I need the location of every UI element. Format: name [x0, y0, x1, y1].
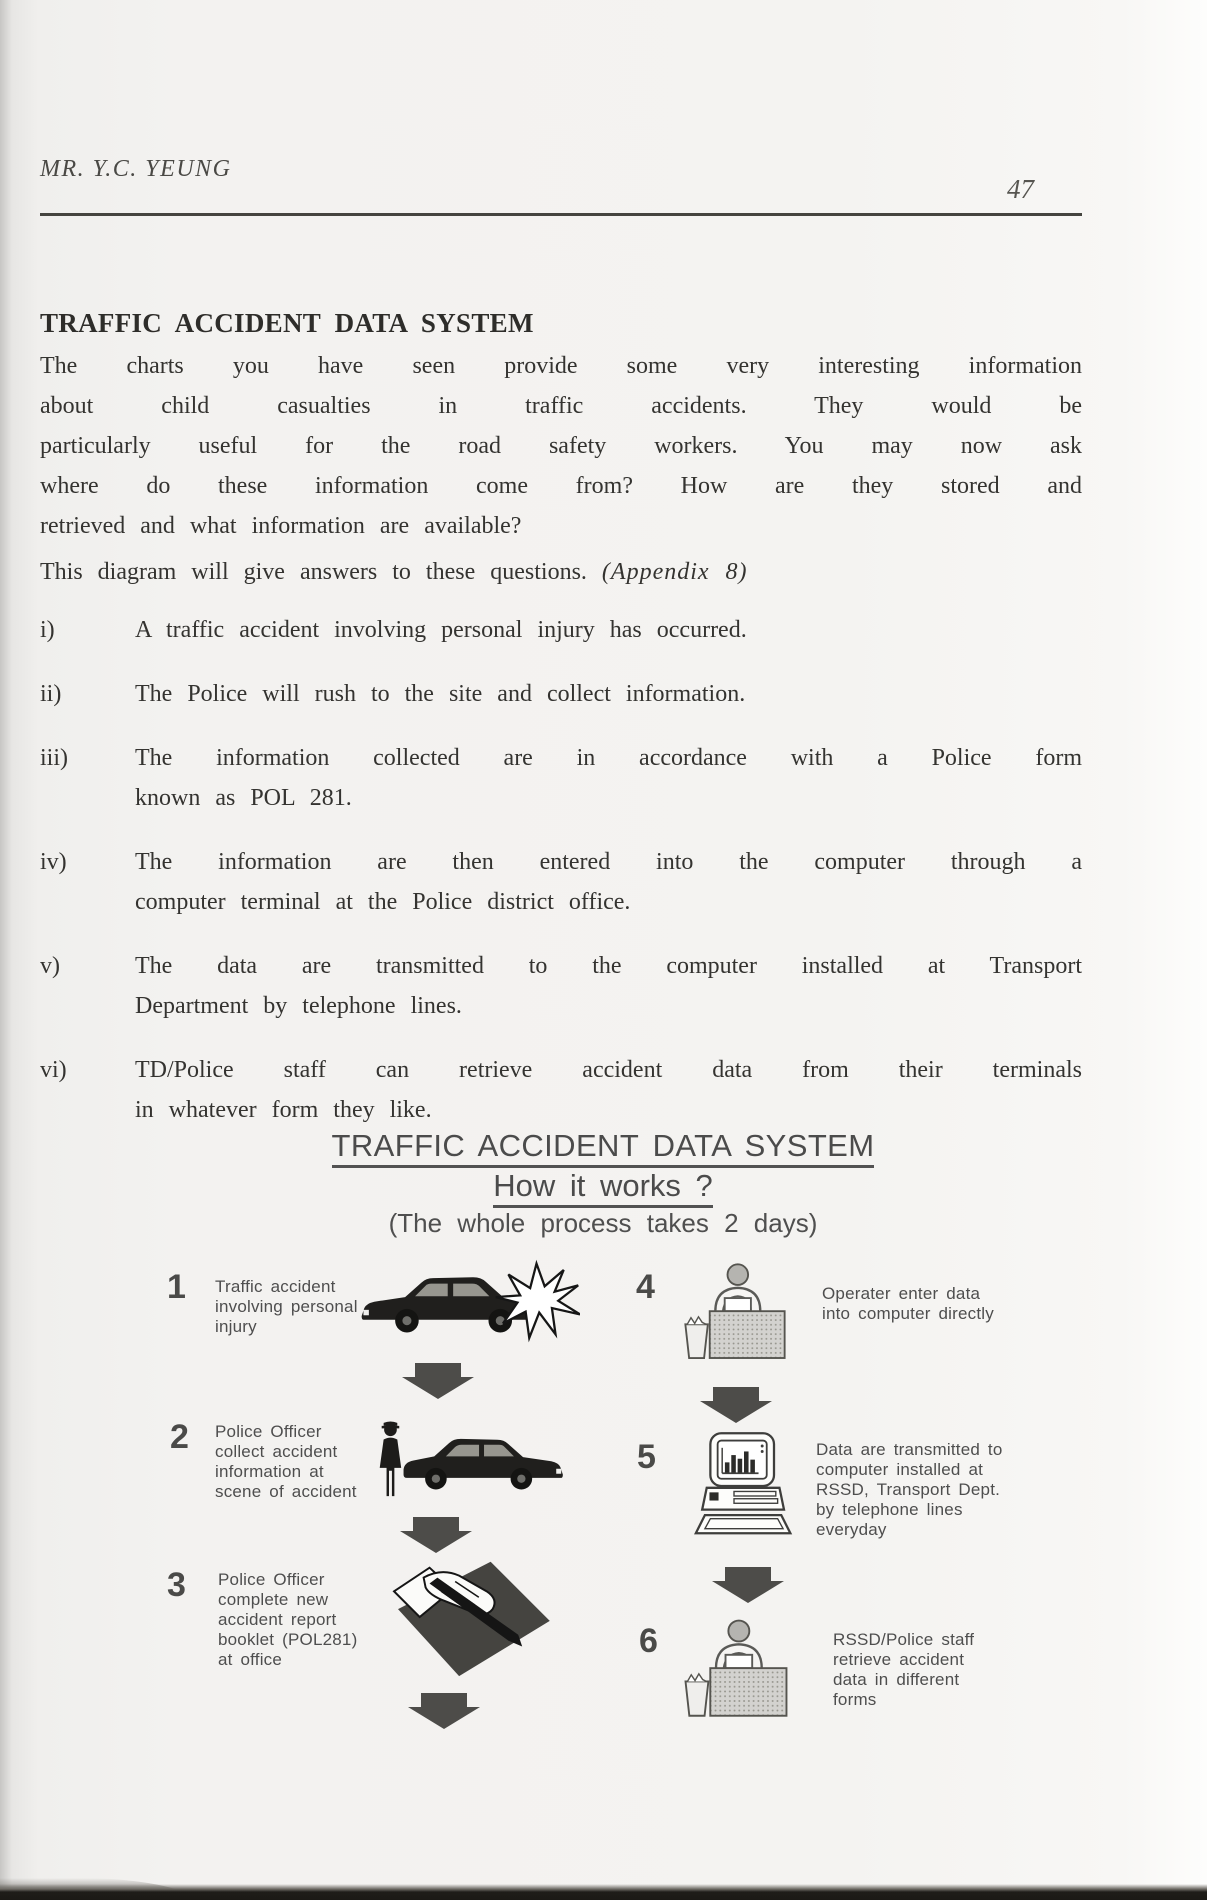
car-crash-icon [358, 1256, 580, 1351]
list-item-text: TD/Police staff can retrieve accident data from their terminals in whatever form they like. [135, 1057, 1082, 1123]
page-number: 47 [1007, 174, 1034, 204]
list-item-text: The data are transmitted to the computer installed at Transport Department by telephone lines. [135, 953, 1082, 1019]
step-4-number: 4 [636, 1268, 655, 1306]
down-arrow-icon [712, 1566, 784, 1604]
header-rule [40, 213, 1082, 216]
list-item [40, 738, 1082, 818]
step-1-number: 1 [167, 1268, 186, 1306]
list-item-label: v) [40, 953, 60, 979]
step-2-number: 2 [170, 1418, 189, 1456]
list-item [40, 610, 1082, 650]
diagram-note-text: This diagram will give answers to these questions. [40, 559, 587, 585]
diagram-note [40, 552, 1082, 592]
hand-writing-report-icon [372, 1548, 560, 1684]
intro-paragraph: The charts you have seen provide some very interesting information about child casualties in traffic accidents. They would be particularly useful for the road safety workers. You may now ask where do these information come from? How are they stored and retrieved and what information are available? [40, 353, 1082, 539]
step-6-label: RSSD/Police staff retrieve accident data in different forms [833, 1630, 975, 1709]
list-item-label: iv) [40, 849, 67, 875]
step-4-label: Operater enter data into computer directly [822, 1284, 994, 1323]
list-item [40, 842, 1082, 922]
numbered-list [40, 610, 1082, 1130]
list-item-text: The information collected are in accordance with a Police form known as POL 281. [135, 745, 1082, 811]
police-officer-with-car-icon [375, 1420, 567, 1502]
step-5-number: 5 [637, 1438, 656, 1476]
list-item-text: The Police will rush to the site and collect information. [135, 681, 746, 707]
list-item-label: i) [40, 617, 55, 643]
down-arrow-icon [408, 1692, 480, 1730]
diagram-title: TRAFFIC ACCIDENT DATA SYSTEM [16, 1128, 1190, 1164]
list-item-text: A traffic accident involving personal injury has occurred. [135, 617, 747, 643]
list-item-label: vi) [40, 1057, 67, 1083]
step-5-label: Data are transmitted to computer installed at RSSD, Transport Dept. by telephone lines everyday [816, 1440, 1003, 1539]
step-1-label: Traffic accident involving personal injury [215, 1277, 358, 1336]
appendix-reference: (Appendix 8) [601, 559, 748, 585]
step-6-number: 6 [639, 1622, 658, 1660]
step-3-number: 3 [167, 1566, 186, 1604]
list-item-text: The information are then entered into the computer through a computer terminal at the Police district office. [135, 849, 1082, 915]
computer-terminal-icon [694, 1430, 794, 1542]
running-header-author: MR. Y.C. YEUNG [40, 156, 232, 182]
down-arrow-icon [700, 1386, 772, 1424]
list-item-label: ii) [40, 681, 62, 707]
diagram-caption: (The whole process takes 2 days) [388, 1208, 818, 1238]
down-arrow-icon [402, 1362, 474, 1400]
step-3-label: Police Officer complete new accident report booklet (POL281) at office [218, 1570, 358, 1669]
list-item-label: iii) [40, 745, 68, 771]
section-heading: TRAFFIC ACCIDENT DATA SYSTEM [40, 308, 534, 338]
staff-at-desk-icon [676, 1618, 796, 1724]
operator-at-desk-icon [676, 1262, 794, 1366]
article-column [40, 140, 1082, 1130]
list-item [40, 674, 1082, 714]
step-2-label: Police Officer collect accident information at scene of accident [215, 1422, 357, 1501]
page-bottom-scan-edge [0, 1884, 1207, 1900]
running-header [40, 140, 1082, 204]
list-item [40, 1050, 1082, 1130]
diagram-subtitle: How it works ? [16, 1168, 1190, 1204]
list-item [40, 946, 1082, 1026]
